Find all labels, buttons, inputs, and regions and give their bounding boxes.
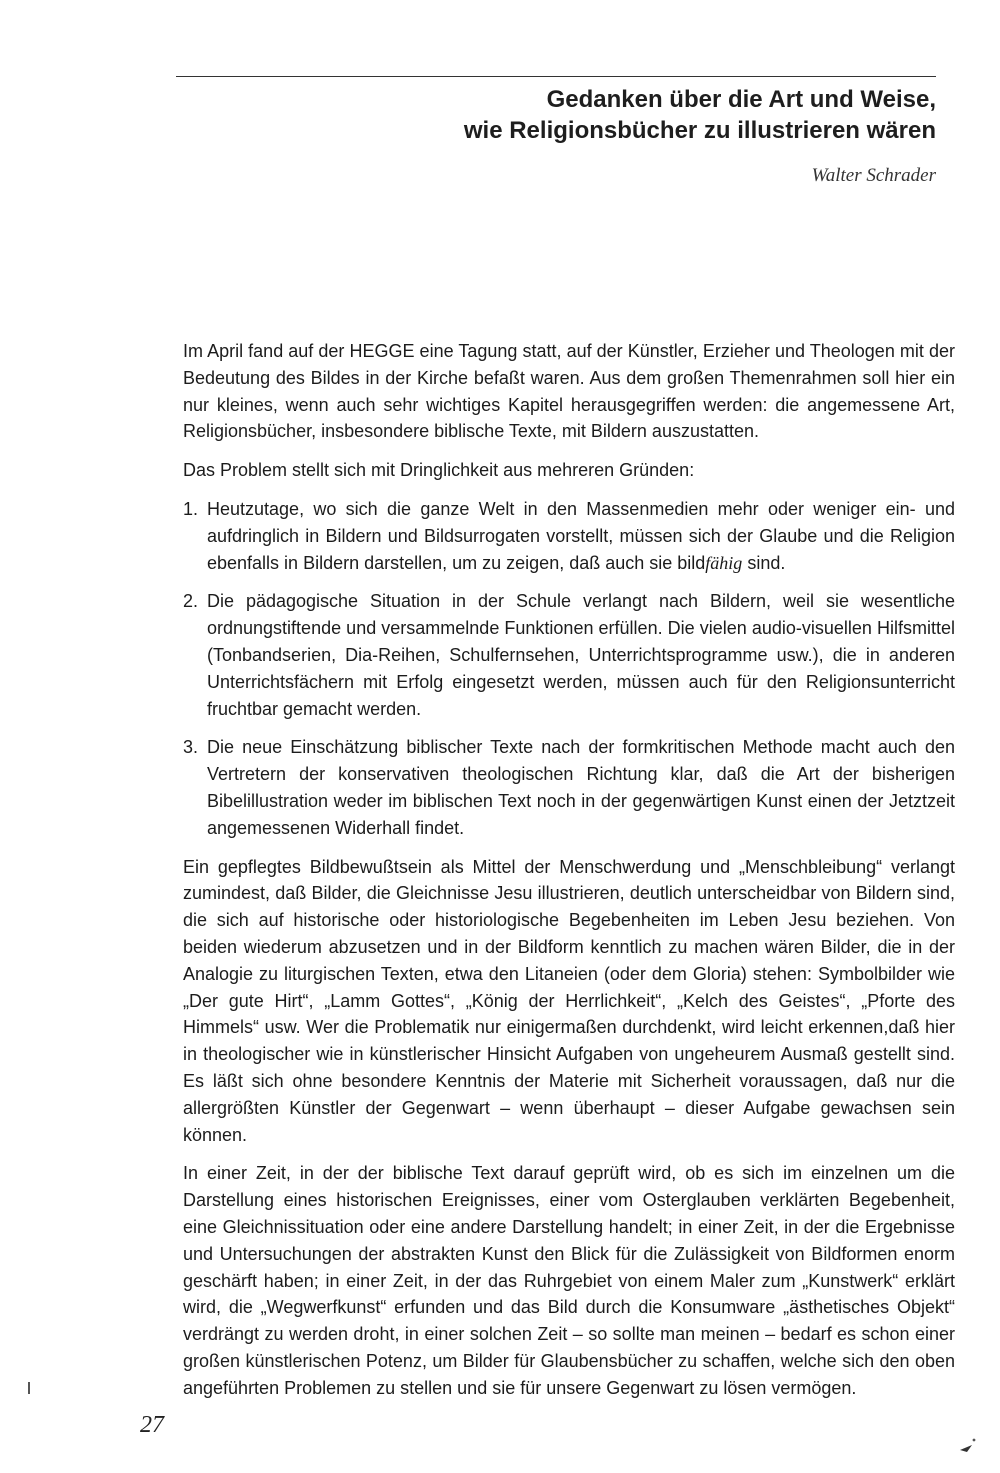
title-line-2: wie Religionsbücher zu illustrieren wären (463, 117, 936, 144)
paragraph-conclusion: In einer Zeit, in der der biblische Text darauf geprüft wird, ob es sich im einzelnen um die Darstellung eines historischen Ereignisses, einer vom Osterglauben verklärten Begebenheit, eine Gleichnissituation oder eine andere Darstellung handelt; in einer Zeit, in der die Ergebnisse und Untersuchungen der abstrakten Kunst den Blick für die Zulässigkeit von Bildformen enorm geschärft haben; in einer Zeit, in der das Ruhrgebiet von einem Maler zum „Kunstwerk“ erklärt wird, die „Wegwerfkunst“ erfunden und das Bild durch die Konsumware „ästhetisches Objekt“ verdrängt zu werden droht, in einer solchen Zeit – so sollte man meinen – bedarf es schon einer großen künstlerischen Potenz, um Bilder für Glaubensbücher zu schaffen, welche sich den oben angeführten Problemen zu stellen und sie für unsere Gegenwart zu lösen vermögen. (183, 1163, 955, 1398)
list-item-text-part: Heutzutage, wo sich die ganze Welt in den Massenmedien mehr oder weniger ein- und aufdringlich in Bildern und Bildsurrogaten vorstellt, müssen sich der Glaube und die Religion ebenfalls in Bildern darstellen, um zu zeigen, daß auch sie bild (207, 498, 955, 573)
margin-mark (28, 1382, 30, 1394)
list-item-text (207, 496, 955, 576)
page-number: 27 (140, 1412, 164, 1438)
paragraph-bildbewusstsein: Ein gepflegtes Bildbewußtsein als Mittel der Menschwerdung und „Menschbleibung“ verlangt zumindest, daß Bilder, die Gleichnisse Jesu illustrieren, deutlich unterscheidbar von Bildern sind, die sich auf historische oder historiologische Begebenheiten im Leben Jesu beziehen. Von beiden wiederum abzusetzen und in der Bildform kenntlich zu machen wären Bilder, die in der Analogie zu liturgischen Texten, etwa den Litaneien (oder dem Gloria) stehen: Symbolbilder wie „Der gute Hirt“, „Lamm Gottes“, „König der Herrlichkeit“, „Kelch des Geistes“, „Pforte des Himmels“ usw. Wer die Problematik nur einigermaßen durchdenkt, wird leicht erkennen,daß hier in theologischer wie in künstlerischer Hinsicht Aufgaben von ungeheurem Ausmaß gestellt sind. Es läßt sich ohne besondere Kenntnis der Materie mit Sicherheit voraussagen, daß nur die allergrößten Künstler der Gegenwart – wenn überhaupt – dieser Aufgabe gewachsen sein können. (183, 856, 955, 1145)
reasons-list (183, 496, 955, 842)
list-item-number: 1. (183, 498, 199, 519)
paragraph-intro: Im April fand auf der HEGGE eine Tagung statt, auf der Künstler, Erzieher und Theologen mit der Bedeutung des Bildes in der Kirche befaßt waren. Aus dem großen Themenrahmen soll hier ein nur kleines, wenn auch sehr wichtiges Kapitel herausgegriffen werden: die angemessene Art, Religionsbücher, insbesondere biblische Texte, mit Bildern auszustatten. (183, 341, 955, 442)
header-rule (176, 76, 936, 77)
list-item (183, 734, 955, 841)
list-item-text: Die pädagogische Situation in der Schule verlangt nach Bildern, weil sie wesentliche ordnungstiftende und versammelnde Funktionen erfüllen. Die vielen audio-visuellen Hilfsmittel (Tonbandserien, Dia-Reihen, Schulfernsehen, Unterrichtsprogramme usw.), die in anderen Unterrichtsfächern mit Erfolg eingesetzt werden, müssen auch für den Religionsunterricht fruchtbar gemacht werden. (207, 591, 955, 719)
list-item-emphasis: fähig (705, 552, 743, 573)
corner-mark-icon (958, 1436, 980, 1454)
title-line-1: Gedanken über die Art und Weise, (546, 86, 936, 113)
article-body (183, 338, 955, 1413)
list-item (183, 496, 955, 576)
list-item-number: 2. (183, 591, 199, 612)
list-item (183, 588, 955, 722)
list-item-text: Die neue Einschätzung biblischer Texte nach der formkritischen Methode macht auch den Vertretern der konservativen theologischen Richtung klar, daß die Art der bisherigen Bibelillustration weder im biblischen Text noch in der gegenwärtigen Kunst einen der Jetztzeit angemessenen Widerhall findet. (207, 737, 955, 838)
paragraph-problem: Das Problem stellt sich mit Dringlichkeit aus mehreren Gründen: (183, 460, 695, 481)
article-title (216, 84, 936, 146)
list-item-text-part: sind. (742, 552, 786, 573)
author-name: Walter Schrader (811, 165, 936, 186)
list-item-number: 3. (183, 737, 199, 758)
